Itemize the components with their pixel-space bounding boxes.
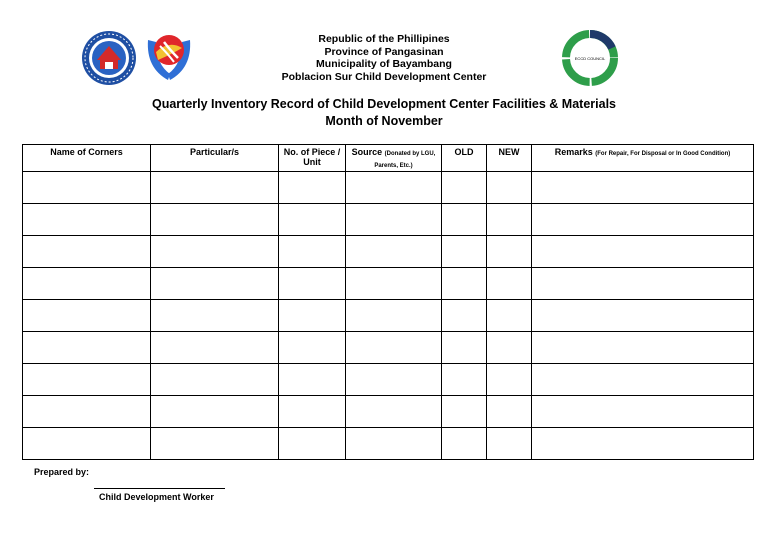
cell-old[interactable] [442,172,487,204]
cell-corners[interactable] [23,396,151,428]
cell-source[interactable] [346,204,442,236]
cell-particulars[interactable] [151,428,279,460]
header [0,33,768,83]
cell-particulars[interactable] [151,396,279,428]
cell-old[interactable] [442,236,487,268]
table-row [23,332,754,364]
cell-pieces[interactable] [279,268,346,300]
table-row [23,300,754,332]
column-header-new: NEW [487,145,532,172]
cell-source[interactable] [346,332,442,364]
cell-old[interactable] [442,396,487,428]
inventory-table [22,144,754,460]
cell-corners[interactable] [23,428,151,460]
cell-old[interactable] [442,204,487,236]
cell-remarks[interactable] [532,364,754,396]
signature-line[interactable] [94,488,225,489]
cell-corners[interactable] [23,364,151,396]
column-header-old: OLD [442,145,487,172]
table-row [23,364,754,396]
cell-pieces[interactable] [279,300,346,332]
cell-source[interactable] [346,396,442,428]
cell-pieces[interactable] [279,396,346,428]
table-row [23,428,754,460]
cell-new[interactable] [487,204,532,236]
column-header-remarks: Remarks (For Repair, For Disposal or In Good Condition) [532,145,754,172]
cell-source[interactable] [346,172,442,204]
cell-source[interactable] [346,364,442,396]
column-header-source: Source (Donated by LGU, Parents, Etc.) [346,145,442,172]
header-center: Poblacion Sur Child Development Center [281,70,487,83]
cell-source[interactable] [346,268,442,300]
cell-remarks[interactable] [532,332,754,364]
cell-particulars[interactable] [151,332,279,364]
cell-pieces[interactable] [279,332,346,364]
cell-new[interactable] [487,172,532,204]
document-title [0,96,768,130]
cell-pieces[interactable] [279,236,346,268]
cell-particulars[interactable] [151,364,279,396]
cell-old[interactable] [442,268,487,300]
cell-old[interactable] [442,300,487,332]
cell-remarks[interactable] [532,300,754,332]
cell-corners[interactable] [23,236,151,268]
prepared-by-label: Prepared by: [34,467,90,477]
cell-pieces[interactable] [279,364,346,396]
cell-new[interactable] [487,300,532,332]
cell-source[interactable] [346,236,442,268]
cell-corners[interactable] [23,332,151,364]
cell-source[interactable] [346,300,442,332]
cell-source[interactable] [346,428,442,460]
cell-new[interactable] [487,236,532,268]
source-note: (Donated by LGU, Parents, Etc.) [374,151,436,169]
cell-new[interactable] [487,332,532,364]
table-row [23,204,754,236]
table-header-row [23,145,754,172]
cell-particulars[interactable] [151,300,279,332]
cell-corners[interactable] [23,300,151,332]
column-header-pieces: No. of Piece / Unit [279,145,346,172]
cell-particulars[interactable] [151,236,279,268]
header-country: Republic of the Phillipines [318,33,450,45]
cell-new[interactable] [487,428,532,460]
title-main: Quarterly Inventory Record of Child Development Center Facilities & Materials [151,97,616,111]
table-row [23,236,754,268]
table-row [23,172,754,204]
header-province: Province of Pangasinan [324,45,444,58]
cell-new[interactable] [487,396,532,428]
column-header-particulars: Particular/s [151,145,279,172]
cell-remarks[interactable] [532,172,754,204]
table-row [23,396,754,428]
cell-new[interactable] [487,364,532,396]
title-month: Month of November [325,114,443,128]
cell-remarks[interactable] [532,268,754,300]
cell-remarks[interactable] [532,204,754,236]
cell-particulars[interactable] [151,172,279,204]
header-municipality: Municipality of Bayambang [316,58,452,70]
cell-corners[interactable] [23,268,151,300]
eccd-council-text: ECCD COUNCIL [574,56,606,61]
cell-old[interactable] [442,428,487,460]
cell-particulars[interactable] [151,204,279,236]
cell-old[interactable] [442,364,487,396]
cell-pieces[interactable] [279,428,346,460]
cell-pieces[interactable] [279,204,346,236]
cell-remarks[interactable] [532,428,754,460]
table-row [23,268,754,300]
cell-remarks[interactable] [532,396,754,428]
cell-particulars[interactable] [151,268,279,300]
column-header-corners: Name of Corners [23,145,151,172]
cell-remarks[interactable] [532,236,754,268]
cell-pieces[interactable] [279,172,346,204]
cell-corners[interactable] [23,172,151,204]
signatory-title: Child Development Worker [99,492,214,502]
cell-corners[interactable] [23,204,151,236]
cell-old[interactable] [442,332,487,364]
remarks-note: (For Repair, For Disposal or In Good Condition) [595,151,731,157]
cell-new[interactable] [487,268,532,300]
